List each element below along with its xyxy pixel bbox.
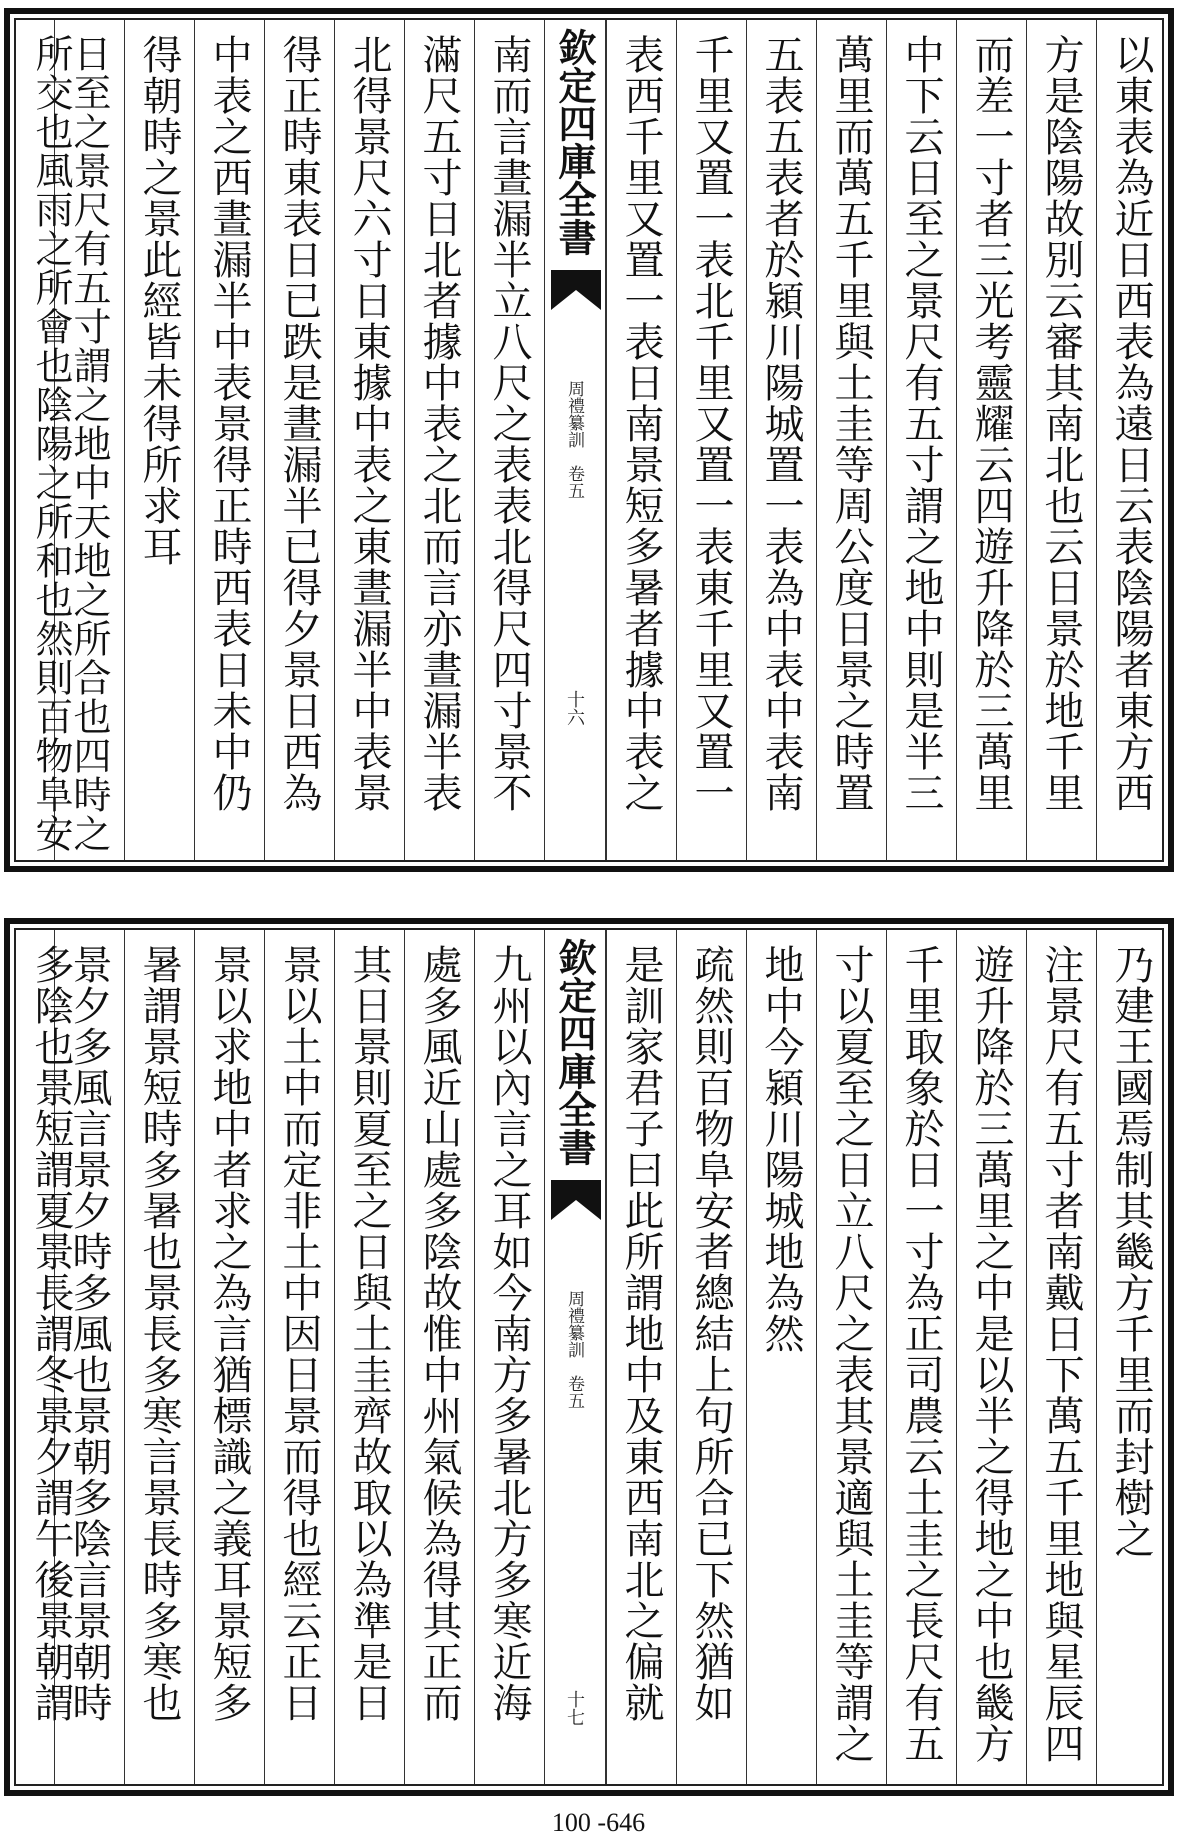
- bottom-text-column: [474, 930, 544, 1784]
- bottom-column-text: 景以土中而定非土中因日景而得也經云正日: [276, 944, 322, 1723]
- top-column-text: 得正時東表日已跌是晝漏半已得夕景日西為: [276, 34, 322, 813]
- bottom-center-gutter: [544, 930, 606, 1784]
- fishtail-mark-icon: [551, 1180, 601, 1220]
- bottom-text-column: [16, 930, 86, 1784]
- top-text-column: [194, 20, 264, 860]
- top-center-gutter: [544, 20, 606, 860]
- top-column-text: 五表五表者於潁川陽城置一表為中表中表南: [758, 34, 804, 813]
- bottom-column-text: 寸以夏至之日立八尺之表其景適與土圭等謂之: [828, 944, 874, 1764]
- top-text-column: [404, 20, 474, 860]
- bottom-column-text: 乃建王國焉制其畿方千里而封樹之: [1108, 944, 1154, 1559]
- bottom-text-column: [746, 930, 816, 1784]
- top-text-column: [334, 20, 404, 860]
- bottom-column-text: 處多風近山處多陰故惟中州氣候為得其正而: [416, 944, 462, 1723]
- top-text-column: [676, 20, 746, 860]
- top-column-text: 中表之西晝漏半中表景得正時西表日未中仍: [206, 34, 252, 813]
- gutter-title: 欽定四庫全書: [552, 28, 597, 256]
- bottom-page-frame: [14, 928, 1164, 1786]
- top-column-text: 滿尺五寸日北者據中表之北而言亦晝漏半表: [416, 34, 462, 813]
- bottom-column-text: 千里取象於日一寸為正司農云土圭之長尺有五: [898, 944, 944, 1764]
- top-text-column: [16, 20, 86, 860]
- bottom-column-text: 注景尺有五寸者南戴日下萬五千里地與星辰四: [1038, 944, 1084, 1764]
- top-text-column: [264, 20, 334, 860]
- top-text-column: [1096, 20, 1166, 860]
- bottom-text-column: [124, 930, 194, 1784]
- bottom-column-text: 暑謂景短時多暑也景長多寒言景長時多寒也: [136, 944, 182, 1723]
- bottom-column-text: 地中今潁川陽城地為然: [758, 944, 804, 1354]
- top-column-text: 日至之景尺有五寸謂之地中天地之所合也四時之: [67, 34, 111, 853]
- gutter-leaf-number: 十七: [564, 1690, 585, 1726]
- gutter-book: 周禮纂訓: [564, 380, 584, 448]
- top-text-column: [816, 20, 886, 860]
- bottom-column-text: 其日景則夏至之日與土圭齊故取以為準是日: [346, 944, 392, 1723]
- fishtail-mark-icon: [551, 270, 601, 310]
- top-text-column: [746, 20, 816, 860]
- top-column-text: 北得景尺六寸日東據中表之東晝漏半中表景: [346, 34, 392, 813]
- top-text-column: [124, 20, 194, 860]
- bottom-text-column: [264, 930, 334, 1784]
- bottom-text-column: [606, 930, 676, 1784]
- gutter-title: 欽定四庫全書: [552, 938, 597, 1166]
- bottom-column-text: 景以求地中者求之為言猶標識之義耳景短多: [206, 944, 252, 1723]
- bottom-text-column: [194, 930, 264, 1784]
- gutter-book-volume: [545, 380, 605, 499]
- top-text-column: [474, 20, 544, 860]
- bottom-text-column: [676, 930, 746, 1784]
- top-column-text: 萬里而萬五千里與土圭等周公度日景之時置: [828, 34, 874, 813]
- bottom-text-column: [1026, 930, 1096, 1784]
- top-text-column: [606, 20, 676, 860]
- top-page-panel: [4, 8, 1174, 872]
- bottom-text-column: [334, 930, 404, 1784]
- bottom-column-text: 是訓家君子曰此所謂地中及東西南北之偏就: [618, 944, 664, 1723]
- top-column-text: 所交也風雨之所會也陰陽之所和也然則百物阜安: [29, 34, 73, 853]
- top-page-frame: [14, 18, 1164, 862]
- bottom-column-text: 九州以內言之耳如今南方多暑北方多寒近海: [486, 944, 532, 1723]
- bottom-column-text: 疏然則百物阜安者總結上句所合已下然猶如: [688, 944, 734, 1723]
- gutter-volume: 卷五: [564, 1375, 584, 1409]
- gutter-leaf-number: 十六: [564, 690, 585, 726]
- bottom-page-panel: [4, 918, 1174, 1796]
- top-column-text: 以東表為近日西表為遠日云表陰陽者東方西: [1108, 34, 1154, 813]
- bottom-text-column: [816, 930, 886, 1784]
- top-text-column: [956, 20, 1026, 860]
- top-column-text: 中下云日至之景尺有五寸謂之地中則是半三: [898, 34, 944, 813]
- bottom-text-column: [1096, 930, 1166, 1784]
- top-column-text: 表西千里又置一表日南景短多暑者據中表之: [618, 34, 664, 813]
- gutter-book: 周禮纂訓: [564, 1290, 584, 1358]
- bottom-column-text: 多陰也景短謂夏景長謂冬景夕謂午後景朝謂: [28, 944, 74, 1723]
- gutter-book-volume: [545, 1290, 605, 1409]
- top-text-column: [886, 20, 956, 860]
- bottom-text-column: [404, 930, 474, 1784]
- bottom-column-text: 景夕多風言景夕時多風也景朝多陰言景朝時: [66, 944, 112, 1723]
- top-column-text: 千里又置一表北千里又置一表東千里又置一: [688, 34, 734, 813]
- bottom-text-column: [886, 930, 956, 1784]
- gutter-volume: 卷五: [564, 465, 584, 499]
- top-column-text: 方是陰陽故別云審其南北也云日景於地千里: [1038, 34, 1084, 813]
- top-text-column: [1026, 20, 1096, 860]
- top-column-text: 得朝時之景此經皆未得所求耳: [136, 34, 182, 567]
- top-column-text: 南而言晝漏半立八尺之表表北得尺四寸景不: [486, 34, 532, 813]
- bottom-text-column: [956, 930, 1026, 1784]
- bottom-column-text: 遊升降於三萬里之中是以半之得地之中也畿方: [968, 944, 1014, 1764]
- page-number: 100 -646: [551, 1808, 646, 1837]
- top-column-text: 而差一寸者三光考靈耀云四遊升降於三萬里: [968, 34, 1014, 813]
